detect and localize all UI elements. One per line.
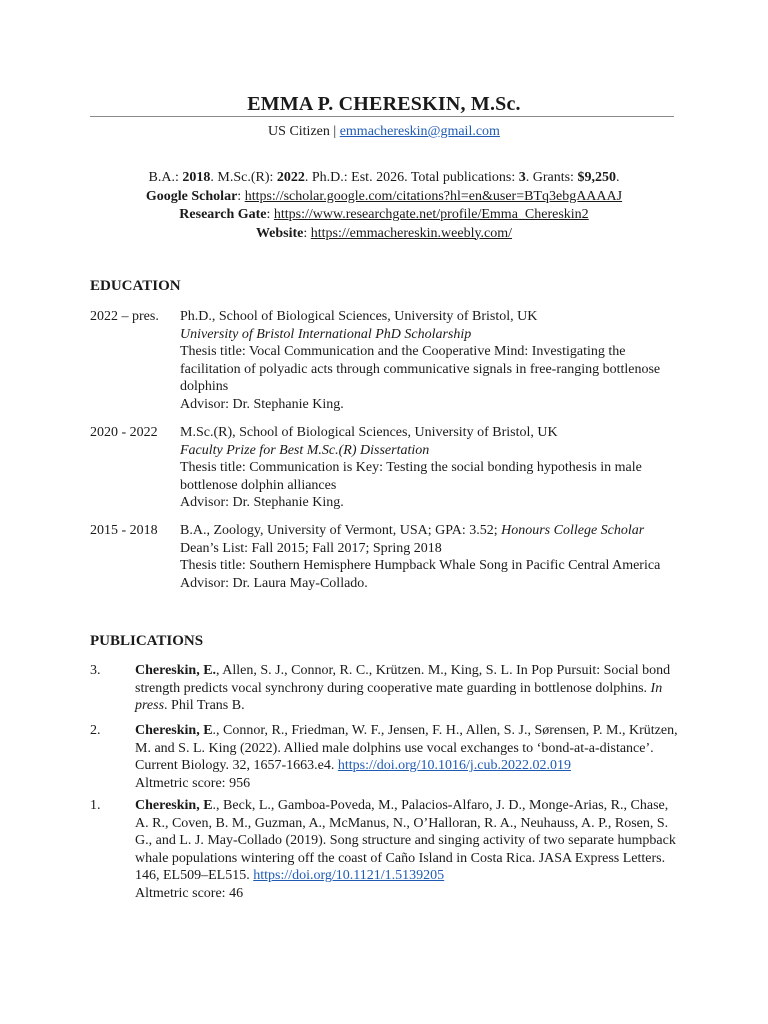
contact-separator: | bbox=[329, 124, 340, 139]
ba-label: B.A.: bbox=[148, 170, 183, 185]
header-divider bbox=[90, 116, 674, 117]
degree: Ph.D., School of Biological Sciences, University of Bristol, UK bbox=[180, 309, 538, 324]
citation-text: 146, EL509–EL515. bbox=[135, 868, 254, 884]
deans-list: Dean’s List: Fall 2015; Fall 2017; Spring 2018 bbox=[180, 540, 442, 556]
research-gate-link[interactable]: https://www.researchgate.net/profile/Emma_Chereskin2 bbox=[273, 207, 589, 222]
phd-text: . Ph.D.: Est. 2026. Total publications: bbox=[304, 170, 519, 185]
author-name: Chereskin, E. bbox=[135, 663, 217, 678]
education-details bbox=[180, 424, 680, 512]
msc-label: . M.Sc.(R): bbox=[210, 170, 277, 185]
research-gate-label: Research Gate bbox=[179, 207, 267, 222]
contact-line bbox=[0, 124, 768, 140]
colon: : bbox=[237, 188, 245, 204]
citation-text: ., Connor, R., Friedman, W. F., Jensen, F. H., Allen, S. J., Sørensen, P. M., Krützen, bbox=[212, 723, 678, 738]
education-dates: 2020 - 2022 bbox=[90, 425, 158, 440]
publication-citation bbox=[135, 662, 685, 715]
colon: : bbox=[266, 207, 274, 222]
cv-name: EMMA P. CHERESKIN, M.Sc. bbox=[247, 93, 521, 115]
citation-italic: In bbox=[650, 680, 663, 696]
author-name: Chereskin, E bbox=[135, 723, 213, 738]
google-scholar-label: Google Scholar bbox=[145, 188, 238, 204]
publication-number: 2. bbox=[90, 723, 101, 738]
honours-text: Honours College Scholar bbox=[501, 523, 645, 538]
education-details bbox=[180, 522, 680, 592]
google-scholar-line bbox=[0, 188, 768, 207]
altmetric-score: Altmetric score: 956 bbox=[135, 775, 251, 791]
publications-heading: PUBLICATIONS bbox=[90, 633, 204, 649]
citation-line bbox=[135, 662, 685, 680]
degree-text: B.A., Zoology, University of Vermont, USA; GPA: 3.52; bbox=[180, 523, 502, 538]
award-text: University of Bristol International PhD Scholarship bbox=[180, 326, 472, 342]
thesis-line: dolphins bbox=[180, 379, 229, 395]
summary-stats-line bbox=[0, 169, 768, 188]
publication-citation bbox=[135, 797, 685, 903]
advisor: Advisor: Dr. Stephanie King. bbox=[180, 396, 344, 412]
msc-year: 2022 bbox=[276, 170, 305, 185]
degree: M.Sc.(R), School of Biological Sciences, University of Bristol, UK bbox=[180, 425, 558, 440]
google-scholar-link[interactable]: https://scholar.google.com/citations?hl=en&user=BTq3ebgAAAAJ bbox=[244, 188, 623, 204]
education-details bbox=[180, 308, 680, 414]
altmetric-score: Altmetric score: 46 bbox=[135, 885, 244, 901]
advisor: Advisor: Dr. Stephanie King. bbox=[180, 495, 344, 511]
award-text: Faculty Prize for Best M.Sc.(R) Dissertation bbox=[180, 442, 430, 458]
period: . bbox=[615, 170, 620, 185]
email-link[interactable]: emmachereskin@gmail.com bbox=[339, 124, 500, 139]
website-line bbox=[0, 225, 768, 244]
thesis-line: bottlenose dolphin alliances bbox=[180, 477, 337, 493]
citation-line: whale populations wintering off the coast of Caño Island in Costa Rica. JASA Express Letters. bbox=[135, 850, 666, 866]
citation-text: . Phil Trans B. bbox=[164, 698, 245, 714]
citation-line bbox=[135, 697, 685, 715]
doi-link[interactable]: https://doi.org/10.1016/j.cub.2022.02.019 bbox=[337, 758, 571, 774]
publication-number: 1. bbox=[90, 798, 101, 813]
award bbox=[180, 326, 680, 344]
citation-line bbox=[135, 722, 685, 740]
citation-italic: press bbox=[135, 698, 165, 714]
citation-line bbox=[135, 867, 685, 885]
citizenship: US Citizen bbox=[268, 124, 330, 139]
citation-line: G., and L. J. May-Collado (2019). Song structure and singing activity of two separate humpback bbox=[135, 833, 676, 849]
citation-line bbox=[135, 757, 685, 775]
publication-number: 3. bbox=[90, 663, 101, 678]
citation-line bbox=[135, 797, 685, 815]
summary-block bbox=[0, 169, 768, 243]
publication-count: 3 bbox=[518, 170, 526, 185]
advisor: Advisor: Dr. Laura May-Collado. bbox=[180, 575, 368, 591]
publication-citation bbox=[135, 722, 685, 792]
education-heading: EDUCATION bbox=[90, 278, 181, 294]
website-link[interactable]: https://emmachereskin.weebly.com/ bbox=[310, 225, 513, 241]
thesis-line: Thesis title: Southern Hemisphere Humpback Whale Song in Pacific Central America bbox=[180, 558, 661, 574]
citation-line: M. and S. L. King (2022). Allied male dolphins use vocal exchanges to ‘bond-at-a-distance’. bbox=[135, 740, 654, 756]
education-dates: 2022 – pres. bbox=[90, 309, 159, 324]
citation-text: strength predicts vocal synchrony during cooperative mate guarding in bottlenose dolphins. bbox=[135, 680, 651, 696]
research-gate-line bbox=[0, 206, 768, 225]
thesis-line: Thesis title: Vocal Communication and the Cooperative Mind: Investigating the bbox=[180, 344, 626, 360]
ba-year: 2018 bbox=[182, 170, 211, 185]
grants-amount: $9,250 bbox=[577, 170, 616, 185]
citation-text: Current Biology. 32, 1657-1663.e4. bbox=[135, 758, 338, 774]
citation-line: A. R., Coven, B. M., Guzman, A., McManus, N., O’Halloran, R. A., Neuhauss, A. P., Rosen, S. bbox=[135, 815, 669, 831]
thesis-line: facilitation of polyadic acts through communicative signals in free-ranging bottlenose bbox=[180, 361, 661, 377]
thesis-line: Thesis title: Communication is Key: Testing the social bonding hypothesis in male bbox=[180, 460, 642, 476]
citation-text: , Allen, S. J., Connor, R. C., Krützen. M., King, S. L. In Pop Pursuit: Social bond bbox=[216, 663, 671, 678]
website-label: Website bbox=[255, 225, 304, 241]
doi-link[interactable]: https://doi.org/10.1121/1.5139205 bbox=[253, 868, 445, 884]
award bbox=[180, 442, 680, 460]
grants-label: . Grants: bbox=[525, 170, 578, 185]
citation-text: ., Beck, L., Gamboa-Poveda, M., Palacios-Alfaro, J. D., Monge-Arias, R., Chase, bbox=[212, 798, 669, 813]
colon: : bbox=[303, 225, 311, 241]
education-dates: 2015 - 2018 bbox=[90, 523, 158, 538]
author-name: Chereskin, E bbox=[135, 798, 213, 813]
citation-line bbox=[135, 680, 685, 698]
degree bbox=[180, 522, 680, 540]
